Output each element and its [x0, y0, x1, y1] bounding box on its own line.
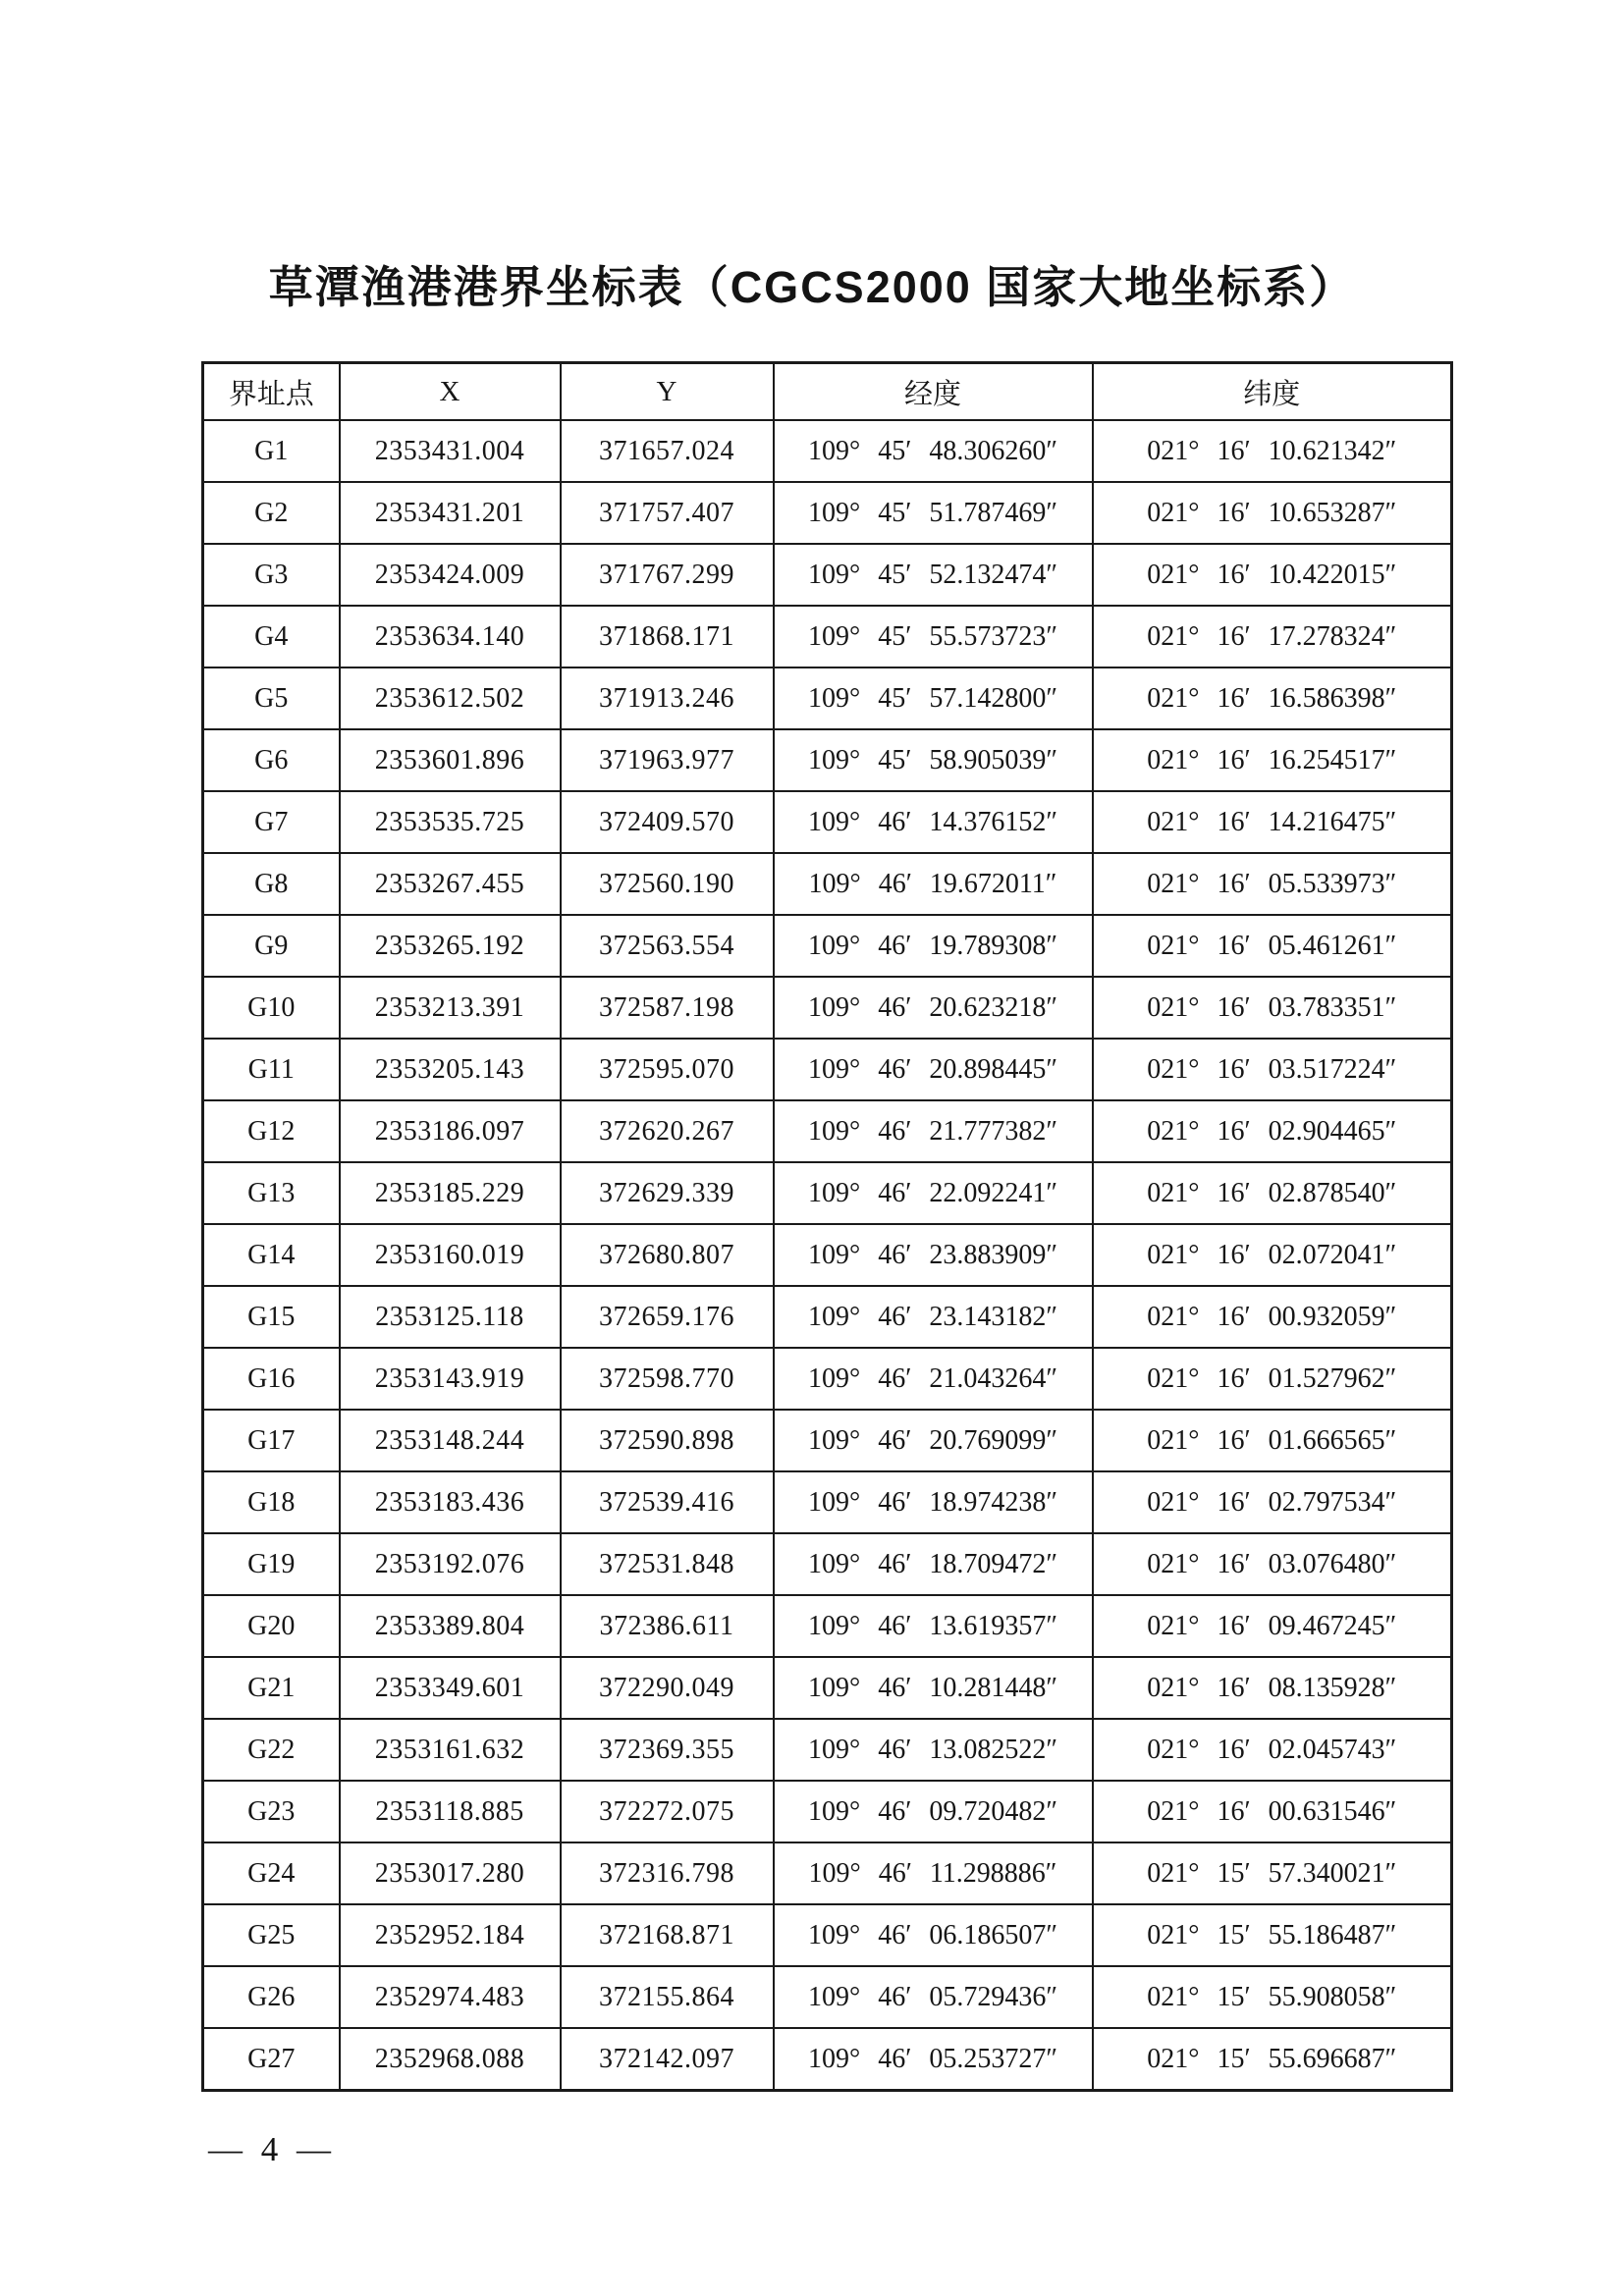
cell-latitude: 021° 16′ 10.422015″ [1093, 544, 1452, 606]
cell-longitude: 109° 46′ 20.769099″ [774, 1410, 1093, 1471]
cell-longitude: 109° 46′ 06.186507″ [774, 1904, 1093, 1966]
cell-latitude: 021° 16′ 01.527962″ [1093, 1348, 1452, 1410]
cell-boundary-point: G17 [203, 1410, 340, 1471]
cell-latitude: 021° 16′ 08.135928″ [1093, 1657, 1452, 1719]
cell-boundary-point: G12 [203, 1100, 340, 1162]
cell-longitude: 109° 46′ 11.298886″ [774, 1842, 1093, 1904]
cell-x: 2353389.804 [340, 1595, 561, 1657]
cell-latitude: 021° 16′ 17.278324″ [1093, 606, 1452, 667]
cell-x: 2353125.118 [340, 1286, 561, 1348]
cell-y: 372531.848 [561, 1533, 774, 1595]
cell-y: 372563.554 [561, 915, 774, 977]
cell-latitude: 021° 16′ 02.072041″ [1093, 1224, 1452, 1286]
cell-longitude: 109° 46′ 18.974238″ [774, 1471, 1093, 1533]
cell-x: 2353424.009 [340, 544, 561, 606]
cell-y: 372155.864 [561, 1966, 774, 2028]
cell-y: 372142.097 [561, 2028, 774, 2091]
cell-x: 2353185.229 [340, 1162, 561, 1224]
cell-x: 2353213.391 [340, 977, 561, 1039]
cell-y: 372587.198 [561, 977, 774, 1039]
cell-latitude: 021° 15′ 57.340021″ [1093, 1842, 1452, 1904]
cell-boundary-point: G6 [203, 729, 340, 791]
cell-boundary-point: G14 [203, 1224, 340, 1286]
cell-boundary-point: G8 [203, 853, 340, 915]
table-row [203, 915, 1452, 977]
cell-boundary-point: G19 [203, 1533, 340, 1595]
col-header-y: Y [561, 363, 774, 421]
cell-y: 372539.416 [561, 1471, 774, 1533]
table-row [203, 1162, 1452, 1224]
cell-y: 372290.049 [561, 1657, 774, 1719]
table-row [203, 1348, 1452, 1410]
cell-x: 2353118.885 [340, 1781, 561, 1842]
table-row [203, 482, 1452, 544]
cell-latitude: 021° 16′ 02.904465″ [1093, 1100, 1452, 1162]
col-header-longitude: 经度 [774, 363, 1093, 421]
cell-x: 2353017.280 [340, 1842, 561, 1904]
col-header-latitude: 纬度 [1093, 363, 1452, 421]
cell-y: 371767.299 [561, 544, 774, 606]
cell-latitude: 021° 16′ 05.461261″ [1093, 915, 1452, 977]
cell-longitude: 109° 46′ 14.376152″ [774, 791, 1093, 853]
cell-y: 371757.407 [561, 482, 774, 544]
cell-y: 372590.898 [561, 1410, 774, 1471]
cell-boundary-point: G18 [203, 1471, 340, 1533]
cell-y: 372620.267 [561, 1100, 774, 1162]
cell-latitude: 021° 16′ 00.631546″ [1093, 1781, 1452, 1842]
cell-boundary-point: G15 [203, 1286, 340, 1348]
cell-boundary-point: G22 [203, 1719, 340, 1781]
cell-boundary-point: G3 [203, 544, 340, 606]
cell-longitude: 109° 45′ 55.573723″ [774, 606, 1093, 667]
cell-y: 372316.798 [561, 1842, 774, 1904]
cell-latitude: 021° 16′ 10.621342″ [1093, 420, 1452, 482]
cell-boundary-point: G26 [203, 1966, 340, 2028]
cell-y: 372560.190 [561, 853, 774, 915]
table-row [203, 606, 1452, 667]
table-row [203, 667, 1452, 729]
cell-boundary-point: G10 [203, 977, 340, 1039]
cell-latitude: 021° 15′ 55.696687″ [1093, 2028, 1452, 2091]
cell-boundary-point: G20 [203, 1595, 340, 1657]
table-row [203, 1904, 1452, 1966]
cell-longitude: 109° 45′ 52.132474″ [774, 544, 1093, 606]
cell-x: 2353183.436 [340, 1471, 561, 1533]
cell-latitude: 021° 16′ 10.653287″ [1093, 482, 1452, 544]
cell-longitude: 109° 45′ 58.905039″ [774, 729, 1093, 791]
table-body [203, 420, 1452, 2091]
cell-longitude: 109° 46′ 20.623218″ [774, 977, 1093, 1039]
cell-boundary-point: G13 [203, 1162, 340, 1224]
cell-longitude: 109° 46′ 13.619357″ [774, 1595, 1093, 1657]
coordinate-table [201, 361, 1453, 2092]
table-row [203, 420, 1452, 482]
cell-boundary-point: G7 [203, 791, 340, 853]
cell-x: 2353349.601 [340, 1657, 561, 1719]
cell-latitude: 021° 15′ 55.908058″ [1093, 1966, 1452, 2028]
cell-x: 2352968.088 [340, 2028, 561, 2091]
cell-latitude: 021° 16′ 02.878540″ [1093, 1162, 1452, 1224]
cell-latitude: 021° 16′ 09.467245″ [1093, 1595, 1452, 1657]
cell-latitude: 021° 16′ 03.517224″ [1093, 1039, 1452, 1100]
cell-longitude: 109° 46′ 05.729436″ [774, 1966, 1093, 2028]
table-row [203, 1286, 1452, 1348]
table-row [203, 1100, 1452, 1162]
cell-y: 371657.024 [561, 420, 774, 482]
table-row [203, 1471, 1452, 1533]
cell-x: 2353431.004 [340, 420, 561, 482]
cell-latitude: 021° 16′ 00.932059″ [1093, 1286, 1452, 1348]
cell-longitude: 109° 46′ 18.709472″ [774, 1533, 1093, 1595]
cell-longitude: 109° 45′ 48.306260″ [774, 420, 1093, 482]
cell-x: 2353160.019 [340, 1224, 561, 1286]
table-row [203, 2028, 1452, 2091]
cell-y: 372272.075 [561, 1781, 774, 1842]
page-title: 草潭渔港港界坐标表（CGCS2000 国家大地坐标系） [268, 262, 1356, 312]
cell-boundary-point: G11 [203, 1039, 340, 1100]
table-row [203, 729, 1452, 791]
cell-latitude: 021° 16′ 02.797534″ [1093, 1471, 1452, 1533]
cell-boundary-point: G16 [203, 1348, 340, 1410]
cell-longitude: 109° 46′ 05.253727″ [774, 2028, 1093, 2091]
cell-latitude: 021° 16′ 03.783351″ [1093, 977, 1452, 1039]
table-row [203, 1410, 1452, 1471]
cell-latitude: 021° 16′ 01.666565″ [1093, 1410, 1452, 1471]
cell-y: 372168.871 [561, 1904, 774, 1966]
table-row [203, 1842, 1452, 1904]
table-row [203, 1533, 1452, 1595]
cell-x: 2353601.896 [340, 729, 561, 791]
cell-x: 2352952.184 [340, 1904, 561, 1966]
cell-x: 2353431.201 [340, 482, 561, 544]
cell-latitude: 021° 16′ 02.045743″ [1093, 1719, 1452, 1781]
cell-latitude: 021° 16′ 05.533973″ [1093, 853, 1452, 915]
cell-y: 372595.070 [561, 1039, 774, 1100]
cell-boundary-point: G4 [203, 606, 340, 667]
cell-longitude: 109° 46′ 19.672011″ [774, 853, 1093, 915]
cell-x: 2353161.632 [340, 1719, 561, 1781]
table-row [203, 1657, 1452, 1719]
cell-x: 2353634.140 [340, 606, 561, 667]
col-header-x: X [340, 363, 561, 421]
table-row [203, 1719, 1452, 1781]
cell-longitude: 109° 46′ 21.043264″ [774, 1348, 1093, 1410]
cell-x: 2353535.725 [340, 791, 561, 853]
cell-x: 2353143.919 [340, 1348, 561, 1410]
table-row [203, 791, 1452, 853]
table-row [203, 977, 1452, 1039]
cell-y: 372680.807 [561, 1224, 774, 1286]
cell-y: 372598.770 [561, 1348, 774, 1410]
cell-boundary-point: G5 [203, 667, 340, 729]
cell-x: 2352974.483 [340, 1966, 561, 2028]
cell-latitude: 021° 16′ 16.254517″ [1093, 729, 1452, 791]
cell-x: 2353192.076 [340, 1533, 561, 1595]
table-header-row [203, 363, 1452, 421]
table-row [203, 544, 1452, 606]
table-row [203, 1595, 1452, 1657]
table-row [203, 853, 1452, 915]
table-row [203, 1039, 1452, 1100]
table-row [203, 1781, 1452, 1842]
cell-latitude: 021° 15′ 55.186487″ [1093, 1904, 1452, 1966]
cell-x: 2353267.455 [340, 853, 561, 915]
cell-y: 372369.355 [561, 1719, 774, 1781]
cell-longitude: 109° 46′ 19.789308″ [774, 915, 1093, 977]
cell-longitude: 109° 46′ 22.092241″ [774, 1162, 1093, 1224]
cell-boundary-point: G25 [203, 1904, 340, 1966]
cell-longitude: 109° 46′ 23.883909″ [774, 1224, 1093, 1286]
cell-latitude: 021° 16′ 03.076480″ [1093, 1533, 1452, 1595]
cell-y: 372409.570 [561, 791, 774, 853]
cell-boundary-point: G27 [203, 2028, 340, 2091]
cell-latitude: 021° 16′ 16.586398″ [1093, 667, 1452, 729]
cell-longitude: 109° 46′ 13.082522″ [774, 1719, 1093, 1781]
cell-longitude: 109° 46′ 09.720482″ [774, 1781, 1093, 1842]
cell-boundary-point: G23 [203, 1781, 340, 1842]
cell-y: 372659.176 [561, 1286, 774, 1348]
cell-longitude: 109° 46′ 20.898445″ [774, 1039, 1093, 1100]
cell-boundary-point: G2 [203, 482, 340, 544]
cell-boundary-point: G21 [203, 1657, 340, 1719]
cell-boundary-point: G9 [203, 915, 340, 977]
cell-x: 2353148.244 [340, 1410, 561, 1471]
page-number: — 4 — [208, 2130, 331, 2168]
cell-y: 372629.339 [561, 1162, 774, 1224]
cell-boundary-point: G1 [203, 420, 340, 482]
cell-x: 2353205.143 [340, 1039, 561, 1100]
cell-x: 2353265.192 [340, 915, 561, 977]
cell-y: 371913.246 [561, 667, 774, 729]
cell-longitude: 109° 46′ 23.143182″ [774, 1286, 1093, 1348]
cell-boundary-point: G24 [203, 1842, 340, 1904]
cell-y: 372386.611 [561, 1595, 774, 1657]
cell-x: 2353612.502 [340, 667, 561, 729]
table-row [203, 1224, 1452, 1286]
cell-longitude: 109° 46′ 10.281448″ [774, 1657, 1093, 1719]
col-header-boundary-point: 界址点 [203, 363, 340, 421]
cell-y: 371868.171 [561, 606, 774, 667]
cell-latitude: 021° 16′ 14.216475″ [1093, 791, 1452, 853]
cell-x: 2353186.097 [340, 1100, 561, 1162]
cell-y: 371963.977 [561, 729, 774, 791]
cell-longitude: 109° 45′ 51.787469″ [774, 482, 1093, 544]
cell-longitude: 109° 46′ 21.777382″ [774, 1100, 1093, 1162]
cell-longitude: 109° 45′ 57.142800″ [774, 667, 1093, 729]
table-row [203, 1966, 1452, 2028]
